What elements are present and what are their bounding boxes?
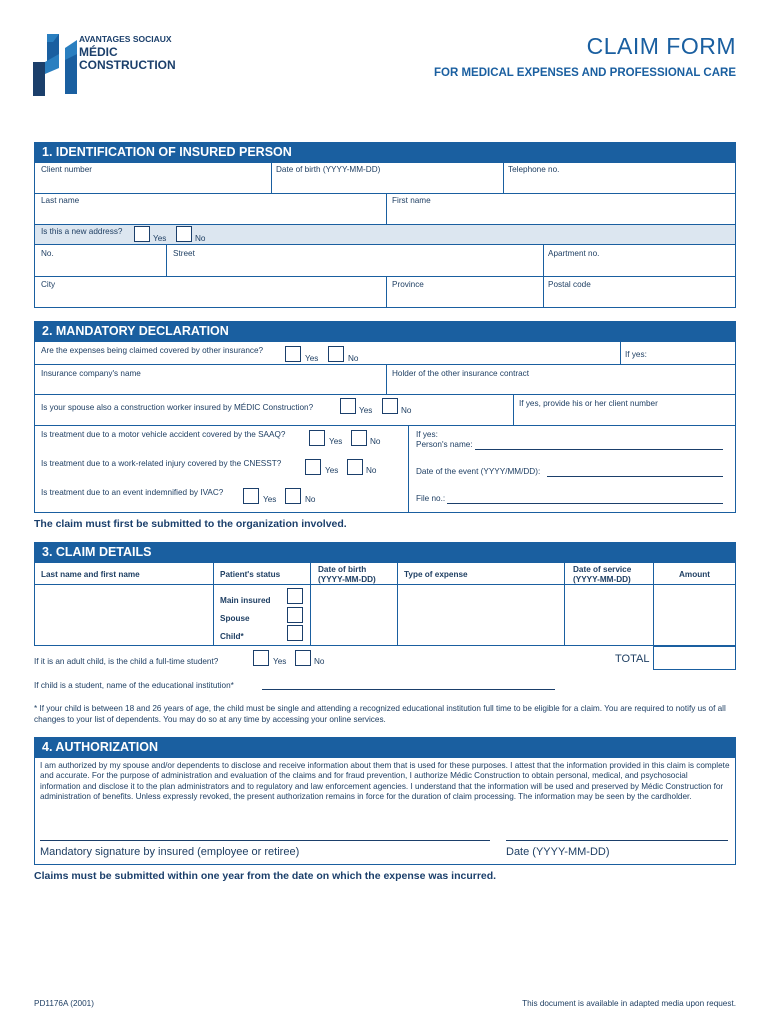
cnesst-yes-label: Yes (325, 466, 339, 475)
claim-amount-cell[interactable] (654, 585, 735, 645)
q-cnesst: Is treatment due to a work-related injury covered by the CNESST? (41, 459, 282, 468)
new-address-yes-checkbox[interactable] (134, 226, 150, 242)
spouse-no-checkbox[interactable] (382, 398, 398, 414)
page-subtitle: FOR MEDICAL EXPENSES AND PROFESSIONAL CARE (433, 67, 736, 79)
q-ivac: Is treatment due to an event indemnified by IVAC? (41, 488, 224, 497)
status-child-label: Child* (220, 632, 244, 641)
apartment-label: Apartment no. (548, 249, 600, 258)
ivac-no-label: No (305, 495, 316, 504)
col-service-header-2: (YYYY-MM-DD) (573, 575, 631, 584)
claim-type-cell[interactable] (398, 585, 563, 645)
ivac-yes-checkbox[interactable] (243, 488, 259, 504)
status-spouse-checkbox[interactable] (287, 607, 303, 623)
date-line[interactable] (506, 840, 728, 841)
spouse-client-label: If yes, provide his or her client number (519, 399, 658, 408)
col-status-header: Patient's status (220, 570, 281, 579)
if-yes-label-2: If yes: (416, 430, 438, 439)
holder-field[interactable] (387, 379, 735, 393)
new-address-label: Is this a new address? (41, 227, 123, 236)
persons-name-line[interactable] (475, 449, 723, 450)
fulltime-no-label: No (314, 657, 325, 666)
other-insurance-yes-label: Yes (305, 354, 319, 363)
spouse-yes-checkbox[interactable] (340, 398, 356, 414)
cnesst-no-label: No (366, 466, 377, 475)
section4-heading: 4. AUTHORIZATION (34, 737, 736, 757)
dob-label: Date of birth (YYYY-MM-DD) (276, 165, 381, 174)
logo-line1: AVANTAGES SOCIAUX (79, 34, 172, 44)
event-date-line[interactable] (547, 476, 723, 477)
section1-heading: 1. IDENTIFICATION OF INSURED PERSON (34, 142, 736, 162)
col-type-header: Type of expense (404, 570, 468, 579)
other-insurance-no-label: No (348, 354, 359, 363)
signature-label: Mandatory signature by insured (employee or retiree) (40, 846, 300, 858)
number-field[interactable] (35, 259, 165, 275)
footnote: * If your child is between 18 and 26 years of age, the child must be single and attending a recognized educational institution full time to be eligible for a claim. You are required to notify us of all changes to your list of dependents. You may do so at any time by accessing your online services. (34, 704, 726, 724)
claim-name-cell[interactable] (35, 585, 212, 645)
other-insurance-no-checkbox[interactable] (328, 346, 344, 362)
q-fulltime: If it is an adult child, is the child a full-time student? (34, 657, 219, 666)
col-service-header-1: Date of service (573, 565, 632, 574)
page-title: CLAIM FORM (586, 33, 736, 59)
apartment-field[interactable] (544, 259, 735, 275)
new-address-no-label: No (195, 234, 206, 243)
status-main-checkbox[interactable] (287, 588, 303, 604)
adapted-media-note: This document is available in adapted media upon request. (522, 999, 736, 1008)
saaq-yes-label: Yes (329, 437, 343, 446)
file-no-line[interactable] (447, 503, 723, 504)
col-amount-header: Amount (679, 570, 710, 579)
cnesst-no-checkbox[interactable] (347, 459, 363, 475)
institution-line[interactable] (262, 689, 555, 690)
cnesst-yes-checkbox[interactable] (305, 459, 321, 475)
status-child-checkbox[interactable] (287, 625, 303, 641)
form-code: PD1176A (2001) (34, 999, 94, 1008)
insurance-company-label: Insurance company's name (41, 369, 141, 378)
last-name-field[interactable] (35, 206, 385, 223)
city-label: City (41, 280, 56, 289)
last-name-label: Last name (41, 196, 80, 205)
date-label: Date (YYYY-MM-DD) (506, 846, 610, 858)
total-label: TOTAL (615, 653, 650, 665)
q-other-insurance: Are the expenses being claimed covered by other insurance? (41, 346, 264, 355)
street-field[interactable] (167, 259, 542, 275)
telephone-label: Telephone no. (508, 165, 560, 174)
province-field[interactable] (387, 290, 542, 307)
claim-service-cell[interactable] (565, 585, 652, 645)
insurance-company-field[interactable] (35, 379, 385, 393)
other-insurance-yes-checkbox[interactable] (285, 346, 301, 362)
persons-name-label: Person's name: (416, 440, 473, 449)
section2-notice: The claim must first be submitted to the organization involved. (34, 518, 347, 530)
status-spouse-label: Spouse (220, 614, 250, 623)
fulltime-no-checkbox[interactable] (295, 650, 311, 666)
ivac-yes-label: Yes (263, 495, 277, 504)
province-label: Province (392, 280, 424, 289)
col-name-header: Last name and first name (41, 570, 140, 579)
total-field[interactable] (653, 646, 736, 670)
new-address-no-checkbox[interactable] (176, 226, 192, 242)
dob-field[interactable] (272, 175, 502, 192)
col-dob-header-2: (YYYY-MM-DD) (318, 575, 376, 584)
postal-label: Postal code (548, 280, 591, 289)
q-spouse: Is your spouse also a construction worker insured by MÉDIC Construction? (41, 403, 314, 412)
event-date-label: Date of the event (YYYY/MM/DD): (416, 467, 541, 476)
logo-line2: MÉDIC (79, 45, 118, 59)
spouse-no-label: No (401, 406, 412, 415)
saaq-yes-checkbox[interactable] (309, 430, 325, 446)
if-yes-label: If yes: (625, 350, 647, 359)
saaq-no-label: No (370, 437, 381, 446)
authorization-text: I am authorized by my spouse and/or dependents to disclose and receive information about them that is used for these purposes. I attest that the information provided in this claim is complete and accurate. For the purpose of administration and evaluation of the claims and for fraud prevention, I authorize Médic Construction to obtain personal, medical, and psychosocial information and disclose it to the plan administrators and to regulatory and law enforcement agencies. I understand that the information will be used and preserved by Médic Construction for administration of benefits. Unless expressly revoked, the present authorization remains in force for the duration of claim processing. The information may be seen by the cardholder. (40, 761, 730, 801)
signature-line[interactable] (40, 840, 490, 841)
holder-label: Holder of the other insurance contract (392, 369, 529, 378)
q-saaq: Is treatment due to a motor vehicle accident covered by the SAAQ? (41, 430, 286, 439)
status-main-label: Main insured (220, 596, 271, 605)
spouse-yes-label: Yes (359, 406, 373, 415)
ivac-no-checkbox[interactable] (285, 488, 301, 504)
saaq-no-checkbox[interactable] (351, 430, 367, 446)
fulltime-yes-label: Yes (273, 657, 287, 666)
fulltime-yes-checkbox[interactable] (253, 650, 269, 666)
postal-field[interactable] (544, 290, 735, 307)
deadline-notice: Claims must be submitted within one year from the date on which the expense was incurred. (34, 870, 497, 882)
col-dob-header-1: Date of birth (318, 565, 367, 574)
institution-label: If child is a student, name of the educational institution* (34, 681, 234, 690)
section2-heading: 2. MANDATORY DECLARATION (34, 321, 736, 341)
new-address-yes-label: Yes (153, 234, 167, 243)
first-name-field[interactable] (387, 206, 735, 223)
city-field[interactable] (35, 290, 385, 307)
medic-logo-icon (33, 34, 79, 96)
client-number-label: Client number (41, 165, 92, 174)
number-label: No. (41, 249, 54, 258)
first-name-label: First name (392, 196, 431, 205)
section3-heading: 3. CLAIM DETAILS (34, 542, 736, 562)
file-no-label: File no.: (416, 494, 446, 503)
street-label: Street (173, 249, 195, 258)
telephone-field[interactable] (504, 175, 735, 192)
logo-line3: CONSTRUCTION (79, 58, 176, 72)
client-number-field[interactable] (35, 175, 270, 192)
claim-dob-cell[interactable] (311, 585, 396, 645)
